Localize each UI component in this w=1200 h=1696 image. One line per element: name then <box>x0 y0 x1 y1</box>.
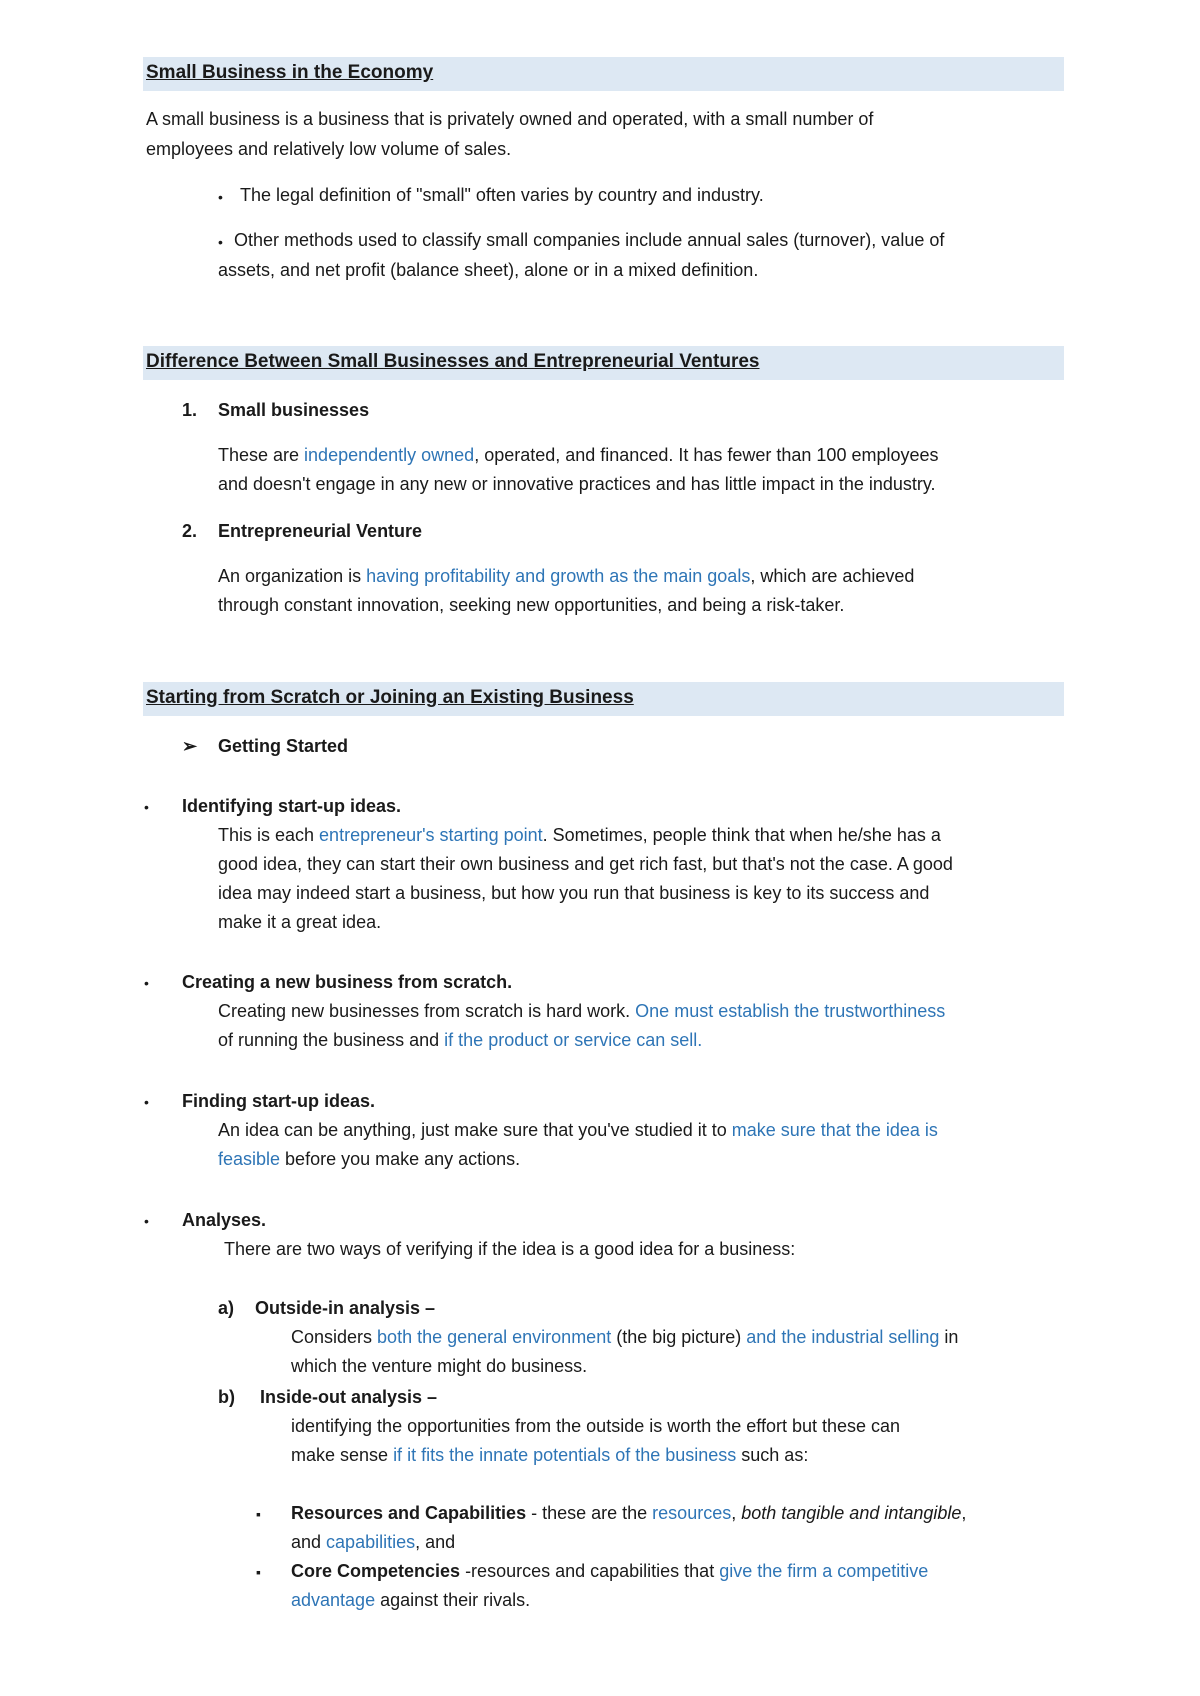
sub-bullet-line: Resources and Capabilities - these are the resources, both tangible and intangible, <box>291 1503 967 1523</box>
analysis-line: which the venture might do business. <box>291 1356 588 1376</box>
bullet-icon: • <box>144 799 149 815</box>
point-line: There are two ways of verifying if the idea is a good idea for a business: <box>224 1239 796 1259</box>
sub-bullet-line: and capabilities, and <box>291 1532 456 1552</box>
item-line: and doesn't engage in any new or innovative practices and has little impact in the industry. <box>218 474 936 494</box>
sub-bullet-line: Core Competencies -resources and capabilities that give the firm a competitive <box>291 1561 929 1581</box>
paragraph-line: employees and relatively low volume of sales. <box>146 139 512 159</box>
analysis-line: make sense if it fits the innate potentials of the business such as: <box>291 1445 809 1465</box>
point-line: This is each entrepreneur's starting point. Sometimes, people think that when he/she has a <box>218 825 941 845</box>
bullet-icon: • <box>144 1094 149 1110</box>
point-title: Finding start-up ideas. <box>182 1091 376 1111</box>
point-title: Creating a new business from scratch. <box>182 972 513 992</box>
bullet-icon: • <box>144 975 149 991</box>
point-line: idea may indeed start a business, but how you run that business is key to its success and <box>218 883 930 903</box>
section-title: Starting from Scratch or Joining an Existing Business <box>146 687 634 708</box>
item-line: These are independently owned, operated, and financed. It has fewer than 100 employees <box>218 445 939 465</box>
bullet-text: The legal definition of "small" often varies by country and industry. <box>240 185 764 205</box>
bullet-icon: • <box>144 1213 149 1229</box>
square-bullet-icon: ▪ <box>256 1564 261 1580</box>
item-title: Entrepreneurial Venture <box>218 521 423 541</box>
item-line: An organization is having profitability and growth as the main goals, which are achieved <box>218 566 915 586</box>
analysis-line: identifying the opportunities from the outside is worth the effort but these can <box>291 1416 901 1436</box>
section-heading-2 <box>143 346 1064 380</box>
item-number: 1. <box>182 400 198 420</box>
subheading: Getting Started <box>218 736 349 756</box>
point-line: good idea, they can start their own business and get rich fast, but that's not the case. A good <box>218 854 953 874</box>
point-line: make it a great idea. <box>218 912 382 932</box>
analysis-title: Inside-out analysis – <box>260 1387 438 1407</box>
analysis-letter: b) <box>218 1387 235 1407</box>
section-title: Difference Between Small Businesses and Entrepreneurial Ventures <box>146 351 760 372</box>
point-line: Creating new businesses from scratch is hard work. One must establish the trustworthiness <box>218 1001 946 1021</box>
bullet-icon: • <box>218 189 223 205</box>
section-title: Small Business in the Economy <box>146 62 434 83</box>
bullet-icon: • <box>218 234 223 250</box>
analysis-letter: a) <box>218 1298 235 1318</box>
analysis-title: Outside-in analysis – <box>255 1298 436 1318</box>
item-number: 2. <box>182 521 198 541</box>
square-bullet-icon: ▪ <box>256 1506 261 1522</box>
section-heading-3 <box>143 682 1064 716</box>
point-line: An idea can be anything, just make sure that you've studied it to make sure that the idea is <box>218 1120 938 1140</box>
analysis-line: Considers both the general environment (the big picture) and the industrial selling in <box>291 1327 959 1347</box>
item-title: Small businesses <box>218 400 370 420</box>
arrow-bullet-icon: ➢ <box>182 736 198 756</box>
point-line: of running the business and if the product or service can sell. <box>218 1030 703 1050</box>
point-title: Identifying start-up ideas. <box>182 796 402 816</box>
section-heading-1 <box>143 57 1064 91</box>
item-line: through constant innovation, seeking new opportunities, and being a risk-taker. <box>218 595 845 615</box>
bullet-text: Other methods used to classify small companies include annual sales (turnover), value of <box>234 230 945 250</box>
point-line: feasible before you make any actions. <box>218 1149 521 1169</box>
sub-bullet-line: advantage against their rivals. <box>291 1590 531 1610</box>
bullet-text: assets, and net profit (balance sheet), alone or in a mixed definition. <box>218 260 759 280</box>
paragraph-line: A small business is a business that is privately owned and operated, with a small number of <box>146 109 874 129</box>
point-title: Analyses. <box>182 1210 267 1230</box>
